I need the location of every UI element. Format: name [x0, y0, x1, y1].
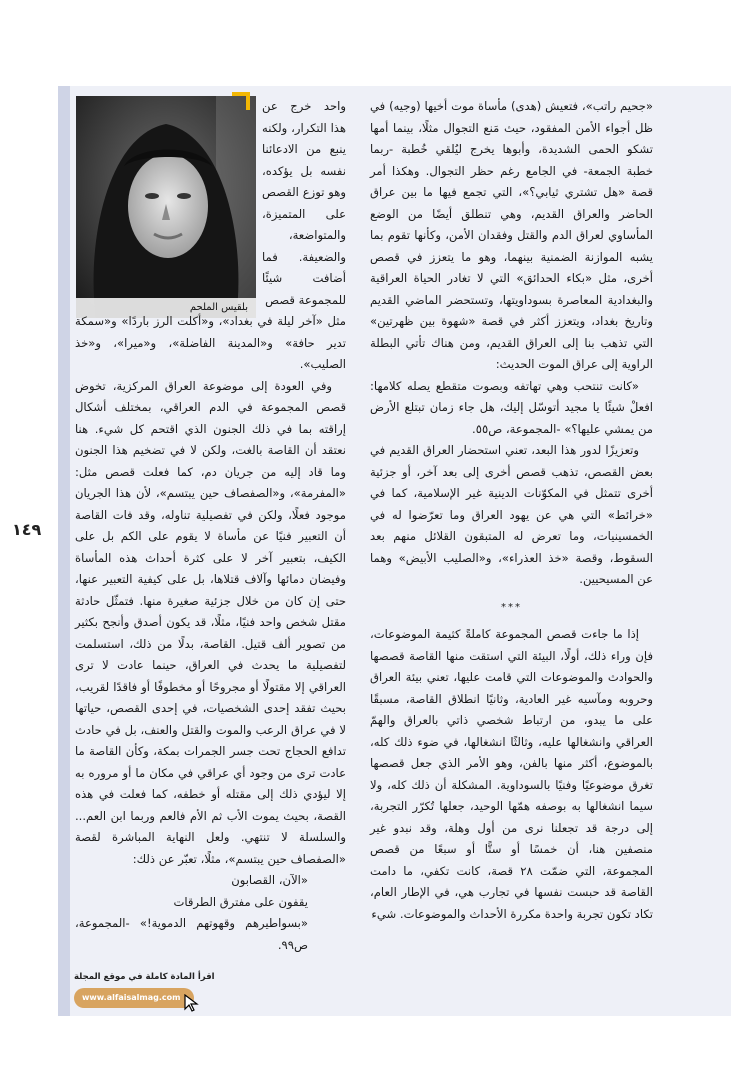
corner-accent — [232, 92, 250, 110]
section-divider: *** — [501, 601, 522, 613]
right-text-column — [370, 96, 653, 925]
paragraph: واحد خرج عن هذا التكرار، ولكنه ينبع من الادعائنا نفسه بل يؤكده، وهو توزع القصص على المتميزة، والمتواضعة، والضعيفة. فما أضافت شيئًا للمجموعة قصص — [262, 99, 346, 307]
paragraph: وفي العودة إلى موضوعة العراق المركزية، تخوض قصص المجموعة في الدم العراقي، بمختلف أشكال إراقته بما في ذلك الجنون الذي اقتحم كل شيء. هنا نعتقد أن القاصة بالغت، ولكن لا في تضخيم هذا الجنون وما قاد إليه من جريان دم، كما فعلت قصص مثل: «المفرمة»، و«الصفصاف حين يبتسم»، لأن هذا الجريان موجود فعلًا، ولكن في تفصيلية تناوله، وقد فات القاصة أن التعبير فنيًا عن مأساة لا يقوم على الكم بل على الكيف، بتعبير آخر لا على كثرة أحداث هذه المأساة وفيضان دمائها وآلاف قتلاها، بل على كيفية التعبير عنها، حتى إن كان من خلال جزئية صغيرة منها. فتمثّل حادثة مقتل شخص واحد فنيًا، مثلًا، قد يكون أصدق وأنجح بكثير من تصوير ألف قتيل. القاصة، بدلًا من ذلك، استسلمت لتفصيلية ما يحدث في العراق، حينما عادت لا ترى العراقي إلا مقتولًا أو مجروحًا أو مخطوفًا أو فاقدًا لقريب، بحيث تفقد إحدى الشخصيات، في إحدى القصص، حياتها لا في عراق الرعب والموت والقتل والعنف، بل في حادث تدافع الحجاج تحت جسر الجمرات بمكة، وكأن القاصة ما عادت ترى من وجود أي عراقي في مكان ما أو مروره به إلا ليؤدي ذلك إلى مقتله أو خطفه، كما فعلت في هذه القصة، بحيث يموت الأب ثم الأم فالعم وربما ابن العم... والسلسلة لا تنتهي. ولعل النهاية المباشرة لقصة «الصفصاف حين يبتسم»، مثلًا، تعبّر عن ذلك: — [75, 378, 346, 866]
paragraph: وتعزيزًا لدور هذا البعد، تعني استحضار العراق القديم في بعض القصص، تذهب قصص أخرى إلى بعد آخر، أو جزئية أخرى تتمثل في المكوّنات الدينية غير الإسلامية، كما في «خرائط» التي هي عن يهود العراق وما تعرّضوا له في الخمسينيات، وما تعرض له المتبقون القلائل منهم بعد السقوط، وقصة «خذ العذراء»، و«الصليب الأبيض» وهما عن المسيحيين. — [370, 443, 653, 586]
paragraph: مثل «آخر ليلة في بغداد»، و«أكلت الرز باردًا» و«سمكة تدير حافة» و«المدينة الفاضلة»، و«ميرا»، و«خذ الصليب». — [75, 314, 346, 371]
page-number: ١٤٩ — [12, 520, 42, 539]
poem-line: «الآن، القصابون — [231, 873, 308, 887]
author-photo — [76, 96, 256, 318]
left-text-column — [75, 311, 346, 956]
left-top-text-column — [262, 96, 346, 311]
quote-paragraph: «كانت تنتحب وهي تهاتفه وبصوت متقطع يصله كلامها: افعلْ شيئًا يا مجيد أتوسّل إليك، هل جاء زمان تبتلع الأرض من يمشي عليها؟» -المجموعة، ص٥٥. — [370, 378, 653, 436]
paragraph: «جحيم راتب»، فتعيش (هدى) مأساة موت أخيها (وجيه) في ظل أجواء الأمن المفقود، حيث مَنع التجوال مثلًا، بينما أمها تشكو الحمى الشديدة، وأبوها يخرج ليُلقي خُطبة -ربما خطبة الجمعة- في الجامع رغم حظر التجوال. وهكذا أمر قصة «هل تشتري ثيابي؟»، التي تجمع فيها ما بين عراق الحاضر والعراق القديم، وهي تنطلق أيضًا من الوضع المأساوي لعراق الدم والقتل وفقدان الأمن، وكأنها تقوم بما يشبه الموازنة الضمنية بينهما، وهو ما يتعزز في قصص أخرى، مثل «بكاء الحدائق» التي لا تغادر الحياة العراقية والبغدادية المعاصرة بسوداويتها، وتستحضر الماضي القديم وتاريخ بغداد، ويتعزز أكثر في قصة «شهوة بين ظهرتين» التي تذهب بنا إلى العراق القديم، ومن هناك تأتي البطلة الراوية إلى عراق الموت الحديث: — [370, 99, 653, 371]
promo-text: اقرأ المادة كاملة في موقع المجلة — [74, 972, 215, 982]
cursor-icon — [184, 994, 200, 1012]
poem-line: يقفون على مفترق الطرقات — [173, 894, 308, 909]
paragraph: إذا ما جاءت قصص المجموعة كاملةً كثيمة الموضوعات، فإن وراء ذلك، أولًا، البيئة التي استقت منها القاصة قصصها والحوادث والموضوعات التي قامت عليها، تعني بيئة العراق وحروبه ومآسيه غير العادية، وثانيًا انطلاق القاصة، مسبقًا على ما يبدو، من ارتباط شخصي ذاتي بالعراق والهمّ العراقي وانشغالها عليه، وثالثًا انشغالها، في ضوء ذلك كله، بالموضوع، أكثر منها بالفن، وهو الأمر الذي جعل قصصها تغرق موضوعيًا وفنيًا بالسوداوية. المشكلة أن ذلك كله، ولا سيما انشغالها به بوصفه همّها الوحيد، جعلها تُكرّر التجربة، إلى درجة قد تجعلنا نرى من أول وهلة، وقد نبدو غير منصفين هنا، أن خمسًا أو ستًّا أو سبعًا من قصص المجموعة، التي ضمّت ٢٨ قصة، كانت تكفي، ما دامت القاصة قد حبست نفسها في تجارب هي، في الإطار العام، تكاد تكون تجربة واحدة مكررة الأحداث والموضوعات. شيء — [370, 627, 653, 921]
margin-accent-bar — [58, 86, 70, 1016]
poem-line: «بسواطيرهم وقهوتهم الدموية!» -المجموعة، ص٩٩. — [75, 916, 308, 952]
photo-caption: بلقيس الملحم — [76, 298, 256, 318]
website-link[interactable]: www.alfaisalmag.com — [74, 988, 194, 1008]
portrait-image — [76, 96, 256, 318]
